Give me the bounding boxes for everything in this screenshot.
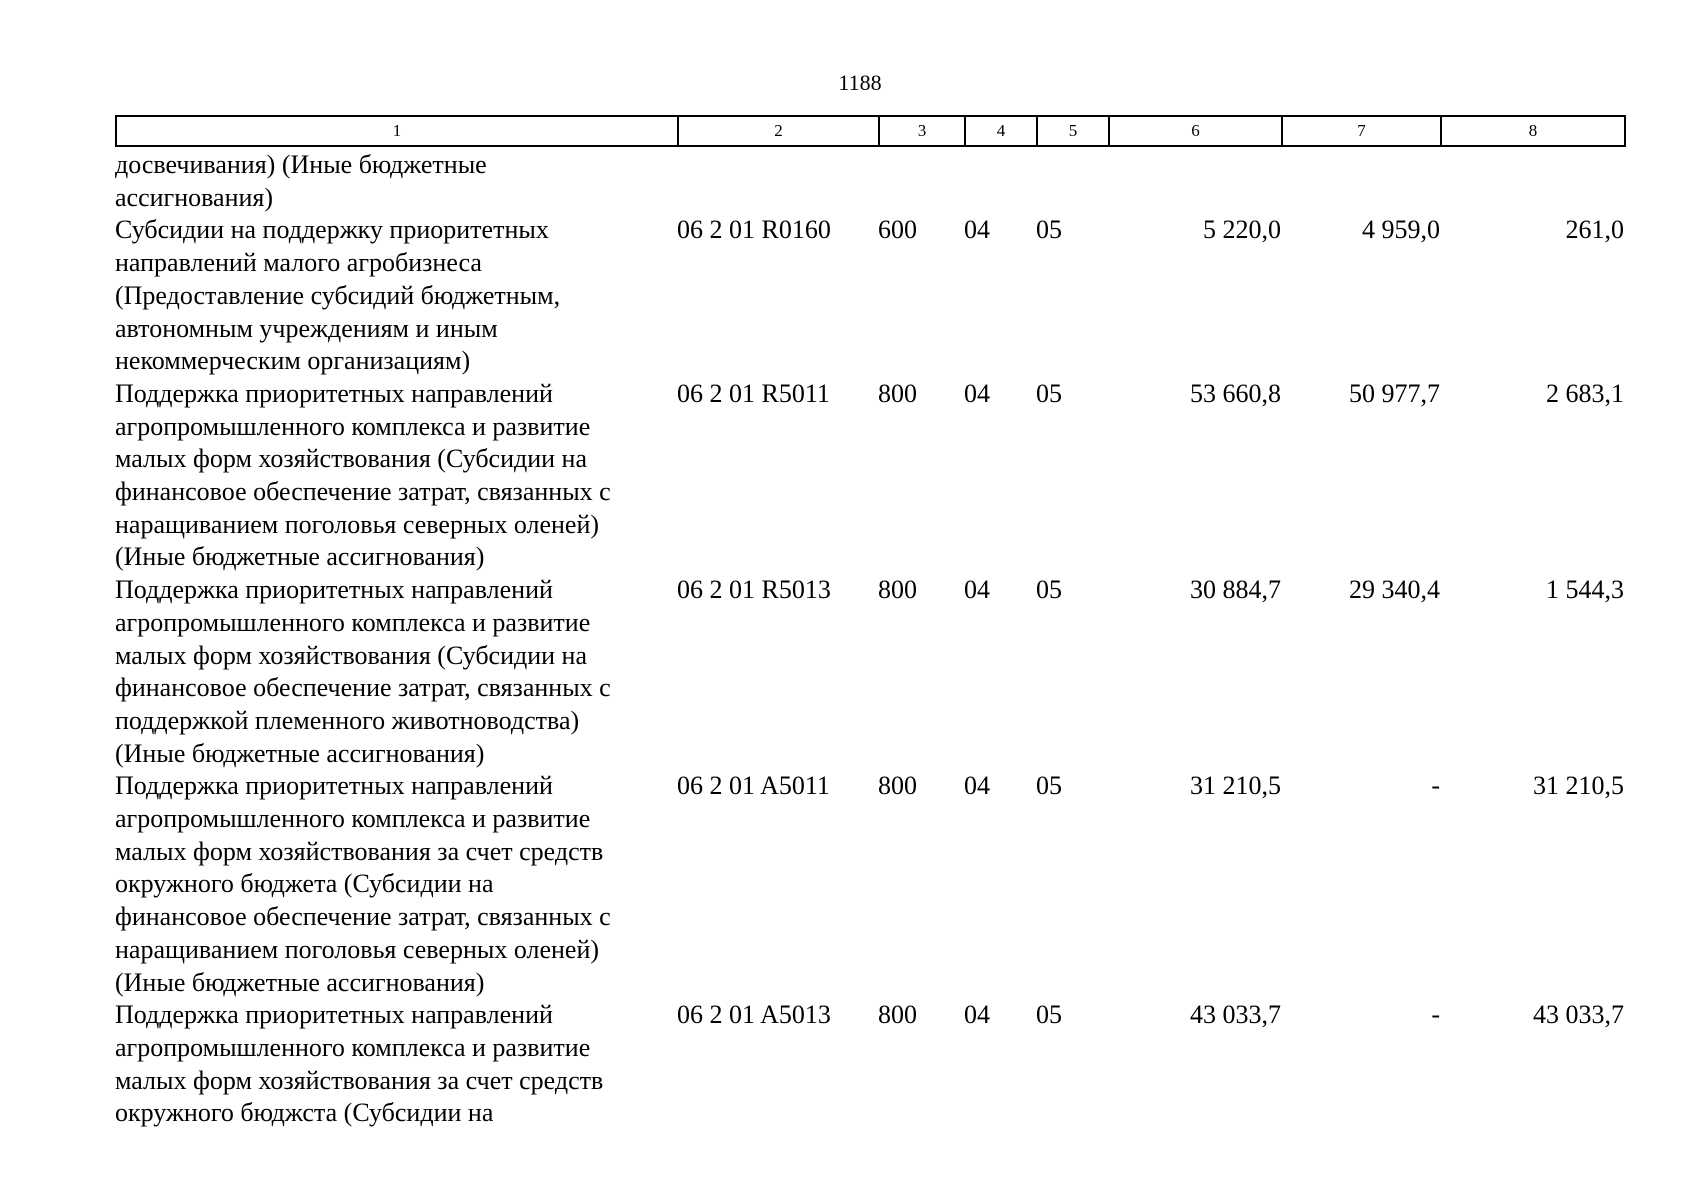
amount-column-7: 50 977,7 — [1349, 378, 1440, 408]
description-line: досвечивания) (Иные бюджетные — [115, 150, 487, 179]
amount-column-8: 43 033,7 — [1533, 1000, 1624, 1030]
row-description — [115, 214, 677, 378]
amount-total: 5 220,0 — [1203, 215, 1281, 245]
description-line: Поддержка приоритетных направлений — [115, 771, 553, 801]
amount-column-7: - — [1431, 1000, 1440, 1030]
column-number-8: 8 — [1441, 116, 1625, 146]
description-line: ассигнования) — [115, 182, 274, 212]
target-article-code — [677, 149, 878, 214]
subsection-code: 05 — [1036, 575, 1062, 605]
expense-type: 800 — [878, 378, 917, 408]
table-row — [115, 770, 1624, 999]
target-article-code: 06 2 01 R5013 — [677, 575, 831, 605]
budget-table — [115, 149, 1624, 1130]
target-article-code: 06 2 01 A5011 — [677, 771, 830, 801]
section-code — [964, 149, 1036, 214]
table-row — [115, 574, 1624, 770]
amount-column-8 — [1440, 149, 1624, 214]
description-line: автономным учреждениям и иным — [115, 313, 498, 343]
amount-total: 31 210,5 — [1190, 771, 1281, 801]
table-row — [115, 149, 1624, 214]
description-line: агропромышленного комплекса и развитие — [115, 804, 591, 834]
table-row — [115, 378, 1624, 574]
column-number-5: 5 — [1037, 116, 1109, 146]
description-line: Поддержка приоритетных направлений — [115, 378, 553, 408]
table-row — [115, 214, 1624, 378]
description-line: финансовое обеспечение затрат, связанных с — [115, 673, 611, 703]
target-article-code: 06 2 01 R5011 — [677, 378, 830, 408]
table-row — [115, 999, 1624, 1130]
amount-column-8: 1 544,3 — [1546, 575, 1624, 605]
description-line: агропромышленного комплекса и развитие — [115, 1032, 591, 1062]
column-number-1: 1 — [116, 116, 678, 146]
description-line: Субсидии на поддержку приоритетных — [115, 215, 549, 245]
description-line: (Иные бюджетные ассигнования) — [115, 738, 485, 768]
expense-type: 600 — [878, 215, 917, 245]
description-line: малых форм хозяйствования (Субсидии на — [115, 444, 588, 474]
amount-column-7 — [1281, 149, 1440, 214]
column-number-7: 7 — [1282, 116, 1441, 146]
target-article-code: 06 2 01 R0160 — [677, 215, 831, 245]
row-description — [115, 770, 677, 999]
description-line: (Иные бюджетные ассигнования) — [115, 967, 485, 997]
section-code: 04 — [964, 378, 990, 408]
section-code: 04 — [964, 575, 990, 605]
description-line: агропромышленного комплекса и развитие — [115, 411, 591, 441]
description-line: окружного бюджста (Субсидии на — [115, 1098, 494, 1128]
description-line: направлений малого агробизнеса — [115, 248, 482, 278]
column-number-6: 6 — [1109, 116, 1282, 146]
column-number-4: 4 — [965, 116, 1037, 146]
description-line: малых форм хозяйствования за счет средств — [115, 1065, 604, 1095]
description-line: финансовое обеспечение затрат, связанных с — [115, 902, 611, 932]
description-line: (Иные бюджетные ассигнования) — [115, 542, 485, 572]
description-line: (Предоставление субсидий бюджетным, — [115, 280, 561, 310]
page-number: 1188 — [838, 70, 882, 95]
expense-type — [878, 149, 964, 214]
amount-total: 53 660,8 — [1190, 378, 1281, 408]
expense-type: 800 — [878, 1000, 917, 1030]
description-line: Поддержка приоритетных направлений — [115, 1000, 553, 1030]
row-description — [115, 574, 677, 770]
target-article-code: 06 2 01 A5013 — [677, 1000, 831, 1030]
section-code: 04 — [964, 1000, 990, 1030]
subsection-code: 05 — [1036, 378, 1062, 408]
column-header-table — [115, 115, 1626, 147]
amount-total: 30 884,7 — [1190, 575, 1281, 605]
description-line: наращиванием поголовья северных оленей) — [115, 509, 600, 539]
expense-type: 800 — [878, 771, 917, 801]
description-line: агропромышленного комплекса и развитие — [115, 607, 591, 637]
subsection-code: 05 — [1036, 771, 1062, 801]
section-code: 04 — [964, 215, 990, 245]
amount-column-8: 2 683,1 — [1546, 378, 1624, 408]
amount-total — [1108, 149, 1281, 214]
amount-column-7: 29 340,4 — [1349, 575, 1440, 605]
column-number-3: 3 — [879, 116, 965, 146]
row-description — [115, 149, 677, 214]
column-number-2: 2 — [678, 116, 879, 146]
row-description — [115, 999, 677, 1130]
description-line: малых форм хозяйствования за счет средств — [115, 836, 604, 866]
row-description — [115, 378, 677, 574]
description-line: поддержкой племенного животноводства) — [115, 705, 580, 735]
amount-total: 43 033,7 — [1190, 1000, 1281, 1030]
description-line: наращиванием поголовья северных оленей) — [115, 934, 600, 964]
subsection-code — [1036, 149, 1108, 214]
description-line: финансовое обеспечение затрат, связанных с — [115, 477, 611, 507]
column-number-row — [116, 116, 1625, 146]
description-line: окружного бюджета (Субсидии на — [115, 869, 494, 899]
amount-column-8: 261,0 — [1565, 215, 1624, 245]
expense-type: 800 — [878, 575, 917, 605]
description-line: некоммерческим организациям) — [115, 346, 471, 376]
subsection-code: 05 — [1036, 1000, 1062, 1030]
description-line: Поддержка приоритетных направлений — [115, 575, 553, 605]
section-code: 04 — [964, 771, 990, 801]
description-line: малых форм хозяйствования (Субсидии на — [115, 640, 588, 670]
amount-column-8: 31 210,5 — [1533, 771, 1624, 801]
amount-column-7: 4 959,0 — [1362, 215, 1440, 245]
amount-column-7: - — [1431, 771, 1440, 801]
subsection-code: 05 — [1036, 215, 1062, 245]
